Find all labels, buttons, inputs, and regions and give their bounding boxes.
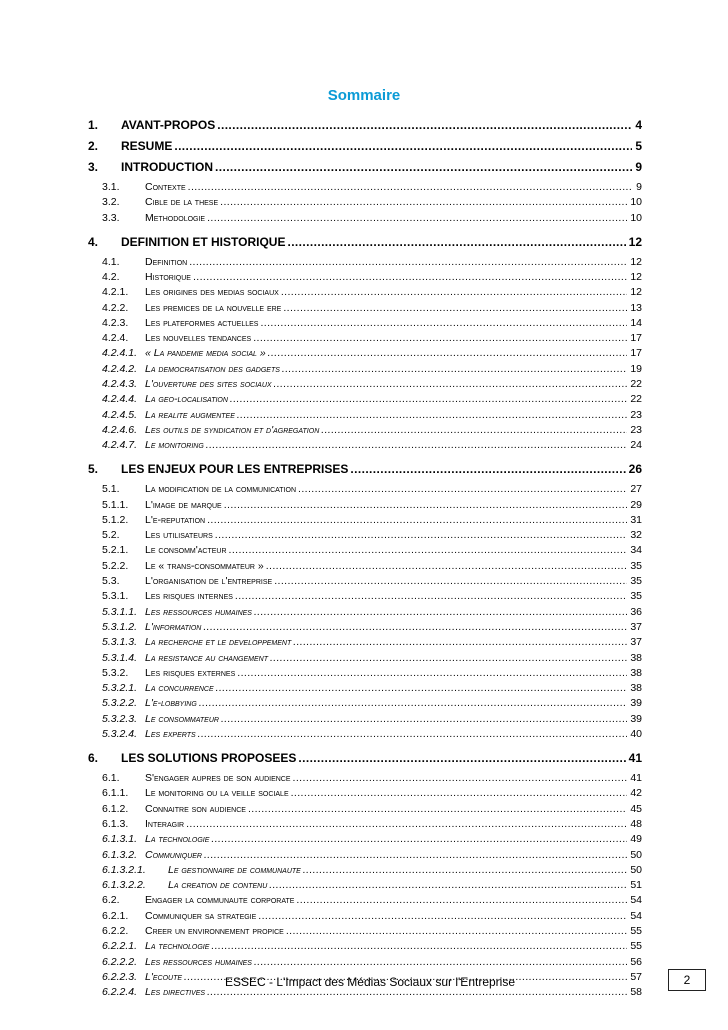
toc-entry-number: 4.2.3. [102, 316, 129, 329]
toc-dot-leader [230, 393, 627, 405]
toc-entry-page: 38 [630, 666, 642, 679]
toc-entry[interactable] [0, 956, 728, 970]
toc-entry-number: 6.1.3.2. [102, 848, 138, 861]
toc-entry[interactable] [0, 849, 728, 863]
toc-entry-number: 6.1.3. [102, 817, 129, 830]
toc-entry-number: 6.1.3.2.2. [102, 879, 146, 892]
toc-entry[interactable] [0, 894, 728, 908]
toc-entry[interactable] [0, 682, 728, 696]
toc-entry-number: 6.1.1. [102, 787, 129, 800]
toc-entry-label: Communiquer [145, 848, 202, 861]
toc-entry-number: 5.3.2.1. [102, 682, 138, 695]
toc-entry-page: 36 [630, 605, 642, 618]
toc-entry-page: 22 [630, 378, 642, 390]
toc-entry-number: 3.2. [102, 196, 120, 209]
toc-dot-leader [260, 317, 627, 329]
toc-entry[interactable] [0, 378, 728, 392]
toc-dot-leader [174, 139, 632, 153]
toc-entry-number: 6.2.2. [102, 925, 129, 937]
toc-entry[interactable] [0, 514, 728, 528]
toc-dot-leader [298, 483, 627, 495]
toc-entry-page: 50 [630, 863, 642, 876]
toc-entry-label: La democratisation des gadgets [145, 362, 280, 375]
toc-entry-page: 35 [630, 559, 642, 572]
toc-entry-page: 13 [630, 301, 642, 314]
toc-entry-number: 5.3.2.4. [102, 728, 138, 740]
toc-entry-page: 14 [630, 316, 642, 329]
toc-entry-label: Les risques internes [145, 590, 233, 603]
toc-entry[interactable] [0, 879, 728, 893]
toc-entry-number: 4.2.4.6. [102, 423, 138, 436]
toc-entry-label: Les outils de syndication et d'agregation [145, 423, 320, 436]
toc-entry-page: 48 [630, 817, 642, 830]
toc-entry-label: La creation de contenu [168, 879, 268, 892]
toc-dot-leader [350, 462, 625, 476]
toc-entry-page: 12 [628, 234, 642, 249]
toc-entry[interactable] [0, 590, 728, 604]
toc-entry-label: La recherche et le developpement [145, 636, 292, 649]
toc-entry[interactable] [0, 864, 728, 878]
toc-entry[interactable] [0, 235, 728, 251]
toc-dot-leader [237, 409, 627, 421]
toc-entry-number: 5.1.2. [102, 513, 129, 526]
toc-entry-number: 5.3.2.3. [102, 712, 138, 725]
toc-dot-leader [268, 347, 628, 359]
toc-entry-label: Creer un environnement propice [145, 925, 284, 937]
toc-dot-leader [254, 956, 627, 968]
toc-entry-label: La resistance au changement [145, 651, 268, 664]
toc-dot-leader [189, 256, 627, 268]
toc-dot-leader [293, 636, 627, 648]
toc-entry-page: 27 [630, 483, 642, 496]
toc-entry[interactable] [0, 499, 728, 513]
toc-dot-leader [248, 803, 627, 815]
toc-entry[interactable] [0, 621, 728, 635]
toc-entry-label: Les ressources humaines [145, 605, 252, 618]
toc-dot-leader [287, 235, 625, 249]
toc-entry-label: Les risques externes [145, 666, 236, 679]
toc-entry-page: 54 [630, 909, 642, 922]
toc-dot-leader [198, 728, 628, 740]
toc-entry-number: 5.1.1. [102, 498, 129, 511]
page-title: Sommaire [327, 87, 401, 104]
toc-entry-page: 50 [630, 848, 642, 861]
toc-entry[interactable] [0, 139, 728, 155]
toc-entry[interactable] [0, 652, 728, 666]
toc-entry-page: 29 [630, 498, 642, 511]
toc-entry[interactable] [0, 393, 728, 407]
toc-entry-label: La technologie [145, 833, 210, 846]
toc-dot-leader [253, 332, 627, 344]
toc-entry[interactable] [0, 302, 728, 316]
toc-entry-label: La modification de la communication [145, 483, 297, 496]
toc-entry-page: 57 [630, 970, 642, 983]
toc-dot-leader [229, 544, 628, 556]
toc-entry-number: 3.1. [102, 181, 120, 193]
toc-entry[interactable] [0, 347, 728, 361]
page-number-box [668, 969, 706, 991]
toc-dot-leader [207, 212, 627, 224]
toc-entry-number: 4.2.4.4. [102, 393, 138, 406]
toc-entry-number: 6. [88, 751, 99, 765]
toc-entry-label: Les plateformes actuelles [145, 316, 259, 329]
toc-entry-page: 12 [630, 270, 642, 283]
toc-entry-page: 49 [630, 833, 642, 846]
toc-entry-number: 6.2.2.3. [102, 970, 138, 983]
toc-entry-label: S'engager aupres de son audience [145, 772, 291, 784]
toc-entry-page: 24 [630, 439, 642, 452]
toc-dot-leader [282, 363, 627, 375]
toc-dot-leader [283, 302, 627, 314]
toc-entry-number: 4. [88, 234, 99, 249]
toc-entry-page: 58 [630, 986, 642, 999]
toc-entry-page: 40 [630, 728, 642, 740]
toc-entry-page: 39 [630, 697, 642, 710]
toc-dot-leader [293, 772, 628, 784]
toc-entry-number: 6.2.1. [102, 909, 129, 922]
toc-dot-leader [193, 271, 627, 283]
toc-entry-number: 5.1. [102, 483, 120, 496]
toc-entry-number: 5.3. [102, 575, 120, 587]
toc-entry-label: L'image de marque [145, 498, 222, 511]
toc-entry[interactable] [0, 271, 728, 285]
toc-dot-leader [224, 499, 628, 511]
toc-entry[interactable] [0, 606, 728, 620]
toc-dot-leader [215, 529, 628, 541]
toc-entry-page: 41 [630, 772, 642, 784]
toc-entry-number: 4.2.4.2. [102, 362, 138, 375]
toc-entry[interactable] [0, 697, 728, 711]
toc-entry-label: Les origines des medias sociaux [145, 286, 279, 299]
toc-entry[interactable] [0, 833, 728, 847]
toc-entry-label: INTRODUCTION [121, 160, 213, 174]
toc-entry-label: Le monitoring ou la veille sociale [145, 787, 289, 800]
toc-entry-number: 5.2.1. [102, 544, 129, 557]
toc-entry-label: La geo-localisation [145, 393, 228, 406]
toc-entry-label: Interagir [145, 817, 185, 830]
toc-entry-number: 6.1.2. [102, 802, 129, 815]
toc-entry-label: La technologie [145, 940, 210, 953]
toc-entry-page: 23 [630, 408, 642, 421]
toc-entry[interactable] [0, 636, 728, 650]
toc-entry-label: Methodologie [145, 211, 206, 224]
toc-entry-page: 38 [630, 682, 642, 695]
toc-dot-leader [303, 864, 627, 876]
toc-dot-leader [254, 606, 627, 618]
toc-entry[interactable] [0, 544, 728, 558]
toc-entry-page: 51 [630, 879, 642, 892]
toc-entry[interactable] [0, 160, 728, 176]
toc-entry-number: 5.2. [102, 529, 120, 542]
toc-entry-label: Le « trans-consommateur » [145, 559, 264, 572]
toc-entry[interactable] [0, 751, 728, 767]
toc-entry-label: Historique [145, 270, 191, 283]
toc-entry-page: 9 [635, 160, 642, 174]
toc-dot-leader [321, 424, 627, 436]
toc-entry-page: 10 [630, 196, 642, 209]
toc-entry[interactable] [0, 818, 728, 832]
toc-entry-page: 12 [630, 286, 642, 299]
toc-entry[interactable] [0, 940, 728, 954]
toc-entry-number: 4.2.2. [102, 301, 129, 314]
toc-entry-label: LES ENJEUX POUR LES ENTREPRISES [121, 462, 349, 477]
toc-entry[interactable] [0, 286, 728, 300]
toc-entry-page: 4 [635, 118, 642, 132]
toc-entry-label: Les ressources humaines [145, 955, 252, 968]
toc-dot-leader [188, 181, 634, 193]
toc-entry-number: 5.3.1. [102, 590, 129, 603]
toc-dot-leader [221, 713, 627, 725]
toc-entry-page: 9 [636, 181, 642, 193]
toc-entry[interactable] [0, 575, 728, 589]
toc-entry-label: L'ecoute [145, 970, 183, 983]
toc-entry-page: 55 [630, 925, 642, 937]
toc-entry-page: 41 [628, 751, 642, 765]
toc-entry-label: Le monitoring [145, 439, 204, 452]
toc-dot-leader [274, 378, 628, 390]
toc-entry-label: LES SOLUTIONS PROPOSEES [121, 751, 297, 765]
toc-entry-label: L'e-lobbying [145, 697, 197, 710]
toc-entry-page: 42 [630, 787, 642, 800]
toc-entry[interactable] [0, 728, 728, 742]
toc-dot-leader [298, 751, 625, 765]
toc-entry-number: 3. [88, 160, 99, 174]
page-number: 2 [683, 973, 691, 987]
toc-entry-number: 4.2.4.5. [102, 408, 138, 421]
toc-entry-number: 4.2.4.7. [102, 439, 138, 452]
toc-dot-leader [186, 818, 627, 830]
toc-dot-leader [296, 894, 627, 906]
toc-entry[interactable] [0, 363, 728, 377]
toc-entry-page: 31 [630, 513, 642, 526]
toc-entry-page: 23 [630, 423, 642, 436]
toc-entry-label: Les premices de la nouvelle ere [145, 301, 282, 314]
toc-entry[interactable] [0, 424, 728, 438]
toc-dot-leader [269, 879, 627, 891]
toc-entry-number: 6.1.3.1. [102, 833, 138, 846]
toc-entry-page: 12 [630, 255, 642, 268]
toc-dot-leader [217, 118, 632, 132]
toc-entry-label: « La pandemie media social » [145, 347, 266, 360]
toc-entry[interactable] [0, 439, 728, 453]
footer-text: ESSEC - L'Impact des Médias Sociaux sur l'Entreprise [224, 975, 516, 989]
toc-entry-label: Le gestionnaire de communaute [168, 863, 301, 876]
toc-entry-page: 5 [635, 139, 642, 153]
toc-entry-page: 17 [630, 347, 642, 360]
toc-entry[interactable] [0, 529, 728, 543]
toc-entry-number: 4.1. [102, 255, 120, 268]
toc-entry-label: Definition [145, 255, 188, 268]
toc-dot-leader [237, 667, 627, 679]
toc-entry-label: La realite augmentee [145, 408, 235, 421]
toc-dot-leader [281, 286, 628, 298]
toc-entry-label: Contexte [145, 181, 186, 193]
toc-entry[interactable] [0, 483, 728, 497]
toc-entry-label: Engager la communaute corporate [145, 894, 295, 907]
toc-entry-number: 6.2.2.4. [102, 986, 138, 999]
toc-entry-page: 55 [630, 940, 642, 953]
toc-entry-label: L'e-reputation [145, 513, 206, 526]
toc-entry-number: 4.2.4.1. [102, 347, 138, 360]
toc-entry-number: 5.2.2. [102, 559, 129, 572]
toc-dot-leader [211, 940, 627, 952]
toc-entry[interactable] [0, 803, 728, 817]
toc-dot-leader [235, 590, 627, 602]
toc-entry[interactable] [0, 787, 728, 801]
toc-entry-label: Les utilisateurs [145, 529, 213, 542]
toc-entry-page: 37 [630, 636, 642, 649]
toc-entry-label: Connaitre son audience [145, 802, 246, 815]
toc-dot-leader [258, 910, 627, 922]
toc-entry-label: Le consommateur [145, 712, 219, 725]
toc-entry[interactable] [0, 713, 728, 727]
toc-dot-leader [211, 833, 627, 845]
toc-entry-page: 19 [630, 362, 642, 375]
toc-entry-label: Communiquer sa strategie [145, 909, 257, 922]
toc-entry-number: 5.3.1.4. [102, 651, 138, 664]
toc-dot-leader [215, 160, 632, 174]
toc-entry-number: 6.1.3.2.1. [102, 863, 146, 876]
toc-entry-number: 4.2.4.3. [102, 378, 138, 390]
toc-entry-page: 35 [630, 590, 642, 603]
toc-entry-number: 5.3.1.3. [102, 636, 138, 649]
toc-entry[interactable] [0, 462, 728, 478]
toc-entry-page: 37 [630, 620, 642, 633]
toc-dot-leader [270, 652, 627, 664]
toc-entry-page: 17 [630, 332, 642, 345]
toc-entry-number: 2. [88, 139, 99, 153]
toc-entry-number: 5.3.2. [102, 666, 129, 679]
toc-entry-page: 38 [630, 651, 642, 664]
toc-dot-leader [199, 697, 628, 709]
toc-dot-leader [220, 196, 627, 208]
toc-entry-label: AVANT-PROPOS [121, 118, 216, 132]
toc-entry-page: 56 [630, 955, 642, 968]
toc-entry-page: 26 [628, 462, 642, 477]
toc-entry[interactable] [0, 181, 728, 195]
toc-entry-label: Le consomm'acteur [145, 544, 227, 557]
toc-entry-number: 4.2. [102, 270, 120, 283]
toc-entry[interactable] [0, 667, 728, 681]
toc-dot-leader [207, 514, 627, 526]
toc-entry[interactable] [0, 196, 728, 210]
toc-entry-number: 4.2.4. [102, 332, 129, 345]
toc-entry-number: 6.2.2.2. [102, 955, 138, 968]
toc-entry-page: 32 [630, 529, 642, 542]
toc-entry-page: 34 [630, 544, 642, 557]
toc-entry-number: 6.2. [102, 894, 120, 907]
toc-entry-label: Les directives [145, 986, 206, 999]
toc-entry-page: 10 [630, 211, 642, 224]
toc-entry[interactable] [0, 212, 728, 226]
toc-dot-leader [203, 621, 627, 633]
toc-entry-number: 6.1. [102, 772, 120, 784]
toc-entry-number: 4.2.1. [102, 286, 129, 299]
toc-dot-leader [291, 787, 628, 799]
toc-entry-page: 54 [630, 894, 642, 907]
toc-entry-number: 5.3.1.2. [102, 620, 138, 633]
toc-entry[interactable] [0, 925, 728, 939]
toc-entry[interactable] [0, 332, 728, 346]
toc-entry-number: 5. [88, 462, 99, 477]
toc-entry-page: 45 [630, 802, 642, 815]
toc-entry-label: RESUME [121, 139, 173, 153]
toc-dot-leader [216, 682, 628, 694]
toc-entry-number: 1. [88, 118, 99, 132]
toc-entry-label: L'information [145, 620, 202, 633]
toc-dot-leader [206, 439, 628, 451]
toc-dot-leader [274, 575, 627, 587]
toc-entry[interactable] [0, 910, 728, 924]
toc-entry-label: Les nouvelles tendances [145, 332, 252, 345]
toc-entry-number: 5.3.1.1. [102, 605, 138, 618]
toc-entry[interactable] [0, 560, 728, 574]
toc-entry[interactable] [0, 317, 728, 331]
toc-entry[interactable] [0, 118, 728, 134]
toc-entry-page: 22 [630, 393, 642, 406]
toc-dot-leader [204, 849, 627, 861]
toc-entry-label: Cible de la these [145, 196, 219, 209]
toc-entry-label: L'organisation de l'entreprise [145, 575, 273, 587]
toc-entry-label: La concurrence [145, 682, 214, 695]
toc-dot-leader [286, 925, 627, 937]
toc-entry-page: 39 [630, 712, 642, 725]
toc-entry-label: Les experts [145, 728, 196, 740]
toc-entry[interactable] [0, 256, 728, 270]
toc-entry-number: 3.3. [102, 211, 120, 224]
toc-entry-label: L'ouverture des sites sociaux [145, 378, 272, 390]
toc-entry-number: 6.2.2.1. [102, 940, 138, 953]
toc-entry[interactable] [0, 409, 728, 423]
toc-entry-number: 5.3.2.2. [102, 697, 138, 710]
toc-entry-page: 35 [630, 575, 642, 587]
toc-entry-label: DEFINITION ET HISTORIQUE [121, 234, 286, 249]
toc-dot-leader [266, 560, 628, 572]
toc-entry[interactable] [0, 772, 728, 786]
